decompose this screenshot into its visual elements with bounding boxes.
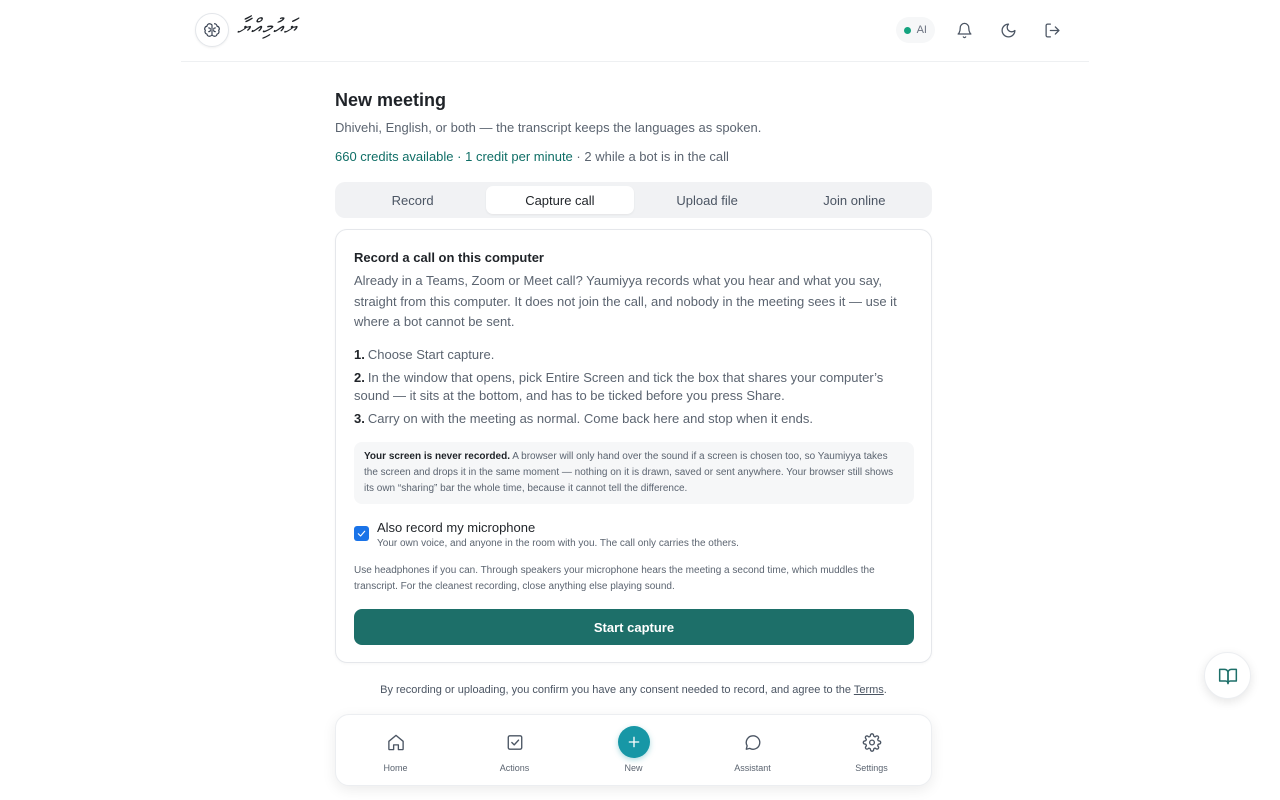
book-open-icon (1218, 666, 1238, 686)
privacy-note-text: A browser will only hand over the sound if a screen is chosen too, so Yaumiyya takes the screen and drops it in the same moment — nothing on it is drawn, saved or sent anywhere. Your browser still shows its own “sharing” bar the whole time, because it cannot tell the difference. (364, 451, 894, 494)
tab-upload-file[interactable]: Upload file (676, 192, 738, 208)
ai-status-badge[interactable] (896, 17, 935, 43)
nav-assistant[interactable] (693, 715, 812, 785)
card-title: Record a call on this computer (354, 250, 544, 265)
ai-badge-label: AI (916, 24, 927, 36)
page-subtitle: Dhivehi, English, or both — the transcript keeps the languages as spoken. (335, 120, 762, 135)
steps-list (354, 346, 914, 433)
consent-text (335, 684, 932, 696)
app-header (181, 0, 1089, 62)
bottom-navigation (335, 714, 932, 786)
microphone-hint: Your own voice, and anyone in the room with you. The call only carries the others. (377, 538, 739, 549)
microphone-label[interactable]: Also record my microphone (377, 520, 536, 535)
nav-new[interactable] (574, 715, 693, 785)
credit-rate: 1 credit per minute (465, 149, 573, 164)
microphone-option (354, 519, 914, 553)
nav-label: Home (383, 763, 408, 773)
gear-icon (862, 733, 881, 752)
step-text: Choose Start capture. (367, 347, 495, 362)
credits-available: 660 credits available (335, 149, 454, 164)
moon-icon[interactable] (993, 15, 1023, 45)
plus-icon (618, 726, 650, 758)
privacy-note (354, 442, 914, 504)
nav-home[interactable] (336, 715, 455, 785)
brain-logo-icon[interactable] (195, 13, 229, 47)
nav-label: Settings (855, 763, 888, 773)
headphones-tip: Use headphones if you can. Through speakers your microphone hears the meeting a second time, which muddles the transcript. For the cleanest recording, close anything else playing sound. (354, 565, 875, 592)
bot-credit-rate: 2 while a bot is in the call (584, 149, 729, 164)
step-number: 1. (354, 347, 365, 362)
tab-record[interactable]: Record (391, 192, 434, 208)
home-icon (386, 733, 405, 752)
nav-label: New (624, 763, 643, 773)
mode-tabs (335, 182, 932, 218)
credits-info (335, 149, 932, 164)
check-square-icon (505, 733, 524, 752)
step-text: In the window that opens, pick Entire Screen and tick the box that shares your computer’s sound — it sits at the bottom, and has to be ticked before you press Share. (354, 370, 884, 403)
credits-separator: · (576, 149, 581, 164)
guide-button[interactable] (1204, 652, 1251, 699)
consent-end: . (883, 684, 887, 696)
terms-link[interactable]: Terms (853, 684, 884, 696)
card-description: Already in a Teams, Zoom or Meet call? Yaumiyya records what you hear and what you say, straight from this computer. It does not join the call, and nobody in the meeting sees it — use it where a bot cannot be sent. (354, 273, 897, 329)
brand-name: ޔައުމިއްޔާ (237, 15, 298, 40)
ai-status-dot (904, 27, 911, 34)
consent-message: By recording or uploading, you confirm you have any consent needed to record, and agree to the (380, 684, 851, 696)
step-item (354, 369, 914, 405)
nav-actions[interactable] (455, 715, 574, 785)
credits-separator: · (457, 149, 462, 164)
start-capture-button[interactable]: Start capture (354, 609, 914, 645)
step-item (354, 346, 914, 364)
nav-label: Actions (499, 763, 530, 773)
microphone-checkbox[interactable] (354, 526, 369, 541)
nav-label: Assistant (734, 763, 771, 773)
chat-bubble-icon (743, 733, 762, 752)
tab-capture-call[interactable]: Capture call (486, 186, 633, 214)
checkmark-icon (356, 528, 367, 539)
page-title: New meeting (335, 90, 447, 110)
step-text: Carry on with the meeting as normal. Come back here and stop when it ends. (367, 411, 813, 426)
bell-icon[interactable] (949, 15, 979, 45)
header-actions (896, 16, 1067, 44)
nav-settings[interactable] (812, 715, 931, 785)
step-number: 2. (354, 370, 365, 385)
step-item (354, 410, 914, 428)
capture-call-card (335, 229, 932, 663)
new-meeting-panel (335, 90, 932, 696)
privacy-note-heading: Your screen is never recorded. (364, 451, 510, 462)
step-number: 3. (354, 411, 365, 426)
tab-join-online[interactable]: Join online (823, 192, 886, 208)
logout-icon[interactable] (1037, 15, 1067, 45)
